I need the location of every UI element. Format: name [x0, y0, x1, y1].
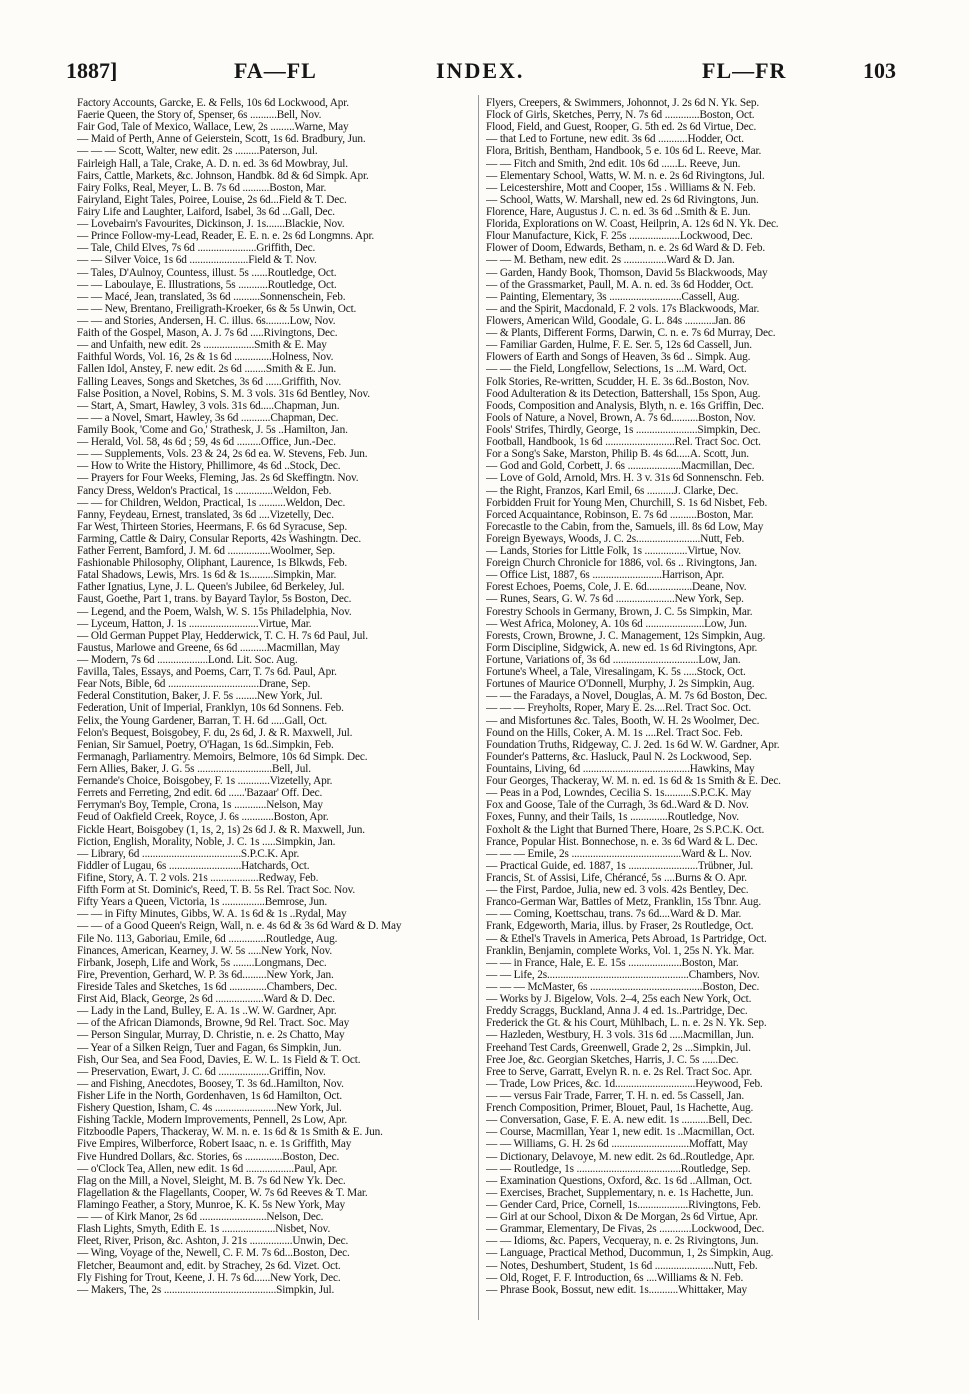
index-entry: Fox and Goose, Tale of the Curragh, 3s 6d..Ward & D. Nov.: [486, 799, 749, 812]
index-entry: — — a Novel, Smart, Hawley, 3s 6d ...........Chapman, Dec.: [77, 411, 339, 424]
index-entry: Fairy Folks, Real, Meyer, L. B. 7s 6d ..........Boston, Mar.: [77, 181, 327, 194]
index-entry: Fountains, Living, 6d ........................................Hawkins, May: [486, 763, 755, 776]
index-entry: Faithful Words, Vol. 16, 2s & 1s 6d ..............Holness, Nov.: [77, 351, 334, 364]
index-entry: Fermanagh, Parliamentry. Memoirs, Belmore, 10s 6d Simpk. Dec.: [77, 750, 368, 763]
index-entry: Free Joe, &c. Georgian Sketches, Harris, J. C. 5s ......Dec.: [486, 1053, 739, 1066]
index-entry: — of the African Diamonds, Browne, 9d Rel. Tract. Soc. May: [77, 1017, 350, 1030]
index-entry: Flyers, Creepers, & Swimmers, Johonnot, J. 2s 6d N. Yk. Sep.: [486, 97, 759, 109]
index-entry: Football, Handbook, 1s 6d ..........................Rel. Tract Soc. Oct.: [486, 436, 761, 449]
index-entry: — Preservation, Ewart, J. C. 6d ...................Griffin, Nov.: [77, 1065, 326, 1078]
index-entry: Fiction, English, Morality, Noble, J. C. 1s .....Simpkin, Jan.: [77, 835, 336, 848]
index-entry: Fish, Our Sea, and Sea Food, Davies, E. W. L. 1s Field & T. Oct.: [77, 1053, 361, 1066]
index-entry: Foxes, Funny, and their Tails, 1s ..............Routledge, Nov.: [486, 811, 739, 824]
index-entry: Firbank, Joseph, Life and Work, 5s ........Longmans, Dec.: [77, 956, 327, 969]
index-entry: — Old, Roget, F. F. Introduction, 6s ....Williams & N. Feb.: [486, 1271, 744, 1284]
index-entry: — of the Grassmarket, Paull, M. A. n. ed. 3s 6d Hodder, Oct.: [486, 278, 754, 291]
index-entry: Fishery Question, Isham, C. 4s .......................New York, Jul.: [77, 1102, 342, 1115]
index-entry: — Exercises, Brachet, Supplementary, n. e. 1s Hachette, Jun.: [486, 1186, 754, 1199]
index-entry: — Painting, Elementary, 3s ...........................Cassell, Aug.: [486, 290, 740, 303]
index-entry: Frederick the Gt. & his Court, Mühlbach, L. n. e. 2s N. Yk. Sep.: [486, 1017, 767, 1030]
index-entry: — Herald, Vol. 58, 4s 6d ; 59, 4s 6d .........Office, Jun.-Dec.: [77, 436, 336, 449]
index-entry: — and Fishing, Anecdotes, Boosey, T. 3s 6d..Hamilton, Nov.: [77, 1077, 344, 1090]
index-entry: Factory Accounts, Garcke, E. & Fells, 10s 6d Lockwood, Apr.: [77, 97, 349, 109]
index-entry: — Grammar, Elementary, De Fivas, 2s ............Lockwood, Dec.: [486, 1223, 765, 1236]
index-entry: — that Led to Fortune, new edit. 3s 6d ...........Hodder, Oct.: [486, 133, 744, 146]
index-entry: Fireside Tales and Sketches, 1s 6d ..............Chambers, Dec.: [77, 980, 337, 993]
index-entry: Faerie Queen, the Story of, Spenser, 6s ..........Bell, Nov.: [77, 109, 322, 122]
index-entry: — — of a Good Queen's Reign, Wall, n. e. 4s 6d & 3s 6d Ward & D. May: [77, 920, 402, 933]
index-entry: Foxholt & the Light that Burned There, Hoare, 2s S.P.C.K. Oct.: [486, 823, 765, 836]
index-entry: Fairs, Cattle, Markets, &c. Johnson, Handbk. 8d & 6d Simpk. Apr.: [77, 169, 369, 182]
index-entry: — Person Singular, Murray, D. Christie, n. e. 2s Chatto, May: [77, 1029, 345, 1042]
index-entry: — Office List, 1887, 6s ..........................Harrison, Apr.: [486, 569, 725, 582]
index-entry: — and Misfortunes &c. Tales, Booth, W. H. 2s Woolmer, Dec.: [486, 714, 760, 727]
index-entry: French Composition, Primer, Blouet, Paul, 1s Hachette, Aug.: [486, 1102, 754, 1115]
index-entry: False Position, a Novel, Robins, S. M. 3 vols. 31s 6d Bentley, Nov.: [77, 387, 370, 400]
index-entry: Fernande's Choice, Boisgobey, F. 1s ............Vizetelly, Apr.: [77, 775, 333, 788]
index-entry: — Tales, D'Aulnoy, Countess, illust. 5s ......Routledge, Oct.: [77, 266, 337, 279]
index-entry: — — — McMaster, 6s ..........................................Boston, Dec.: [486, 980, 760, 993]
index-entry: Fools of Nature, a Novel, Brown, A. 7s 6d..........Boston, Nov.: [486, 411, 756, 424]
index-entry: — — Williams, G. H. 2s 6d .............................Moffatt, May: [486, 1138, 748, 1151]
index-entry: — Hazleden, Westbury, H. 3 vols. 31s 6d .....Macmillan, Jun.: [486, 1029, 754, 1042]
index-entry: — Wing, Voyage of the, Newell, C. F. M. 7s 6d...Boston, Dec.: [77, 1247, 350, 1260]
index-entry: Flash Lights, Smyth, Edith E. 1s ....................Nisbet, Nov.: [77, 1223, 331, 1236]
index-entry: Florence, Hare, Augustus J. C. n. ed. 3s 6d ..Smith & E. Jun.: [486, 205, 751, 218]
index-entry: Fitzboodle Papers, Thackeray, W. M. n. e. 1s 6d & 1s Smith & E. Jun.: [77, 1126, 383, 1139]
index-entry: — — M. Betham, new edit. 2s ................Ward & D. Jan.: [486, 254, 735, 267]
index-entry: Fairyland, Eight Tales, Poiree, Louise, 2s 6d...Field & T. Dec.: [77, 193, 347, 206]
index-entry: — — Idioms, &c. Papers, Vecqueray, n. e. 2s Rivingtons, Jun.: [486, 1235, 759, 1248]
index-entry: — — Supplements, Vols. 23 & 24, 2s 6d ea. W. Stevens, Feb. Jun.: [77, 448, 368, 461]
page-header: [66, 58, 896, 88]
index-entry: Form Discipline, Sidgwick, A. new ed. 1s 6d Rivingtons, Apr.: [486, 641, 758, 654]
index-entry: Foreign Byeways, Woods, J. C. 2s........................Nutt, Feb.: [486, 532, 745, 545]
index-entry: Fear Nots, Bible, 6d ..................................Drane, Sep.: [77, 678, 311, 691]
index-entry: — Girl at our School, Dixon & De Morgan, 2s 6d Virtue, Apr.: [486, 1211, 758, 1224]
index-entry: Fenian, Sir Samuel, Poetry, O'Hagan, 1s 6d..Simpkin, Feb.: [77, 738, 334, 751]
index-entry: — — of Kirk Manor, 2s 6d .........................Nelson, Dec.: [77, 1211, 324, 1224]
right-column: [486, 97, 894, 1296]
header-year: 1887]: [66, 58, 118, 83]
index-entry: Fickle Heart, Boisgobey (1, 1s, 2, 1s) 2s 6d J. & R. Maxwell, Jun.: [77, 823, 365, 836]
index-entry: Founder's Patterns, &c. Hasluck, Paul N. 2s Lockwood, Sep.: [486, 750, 752, 763]
index-entry: First Aid, Black, George, 2s 6d ..................Ward & D. Dec.: [77, 993, 335, 1006]
index-entry: France, Popular Hist. Bonnechose, n. e. 3s 6d Ward & L. Dec.: [486, 835, 758, 848]
index-entry: — Examination Questions, Oxford, &c. 1s 6d ..Allman, Oct.: [486, 1174, 752, 1187]
index-entry: Fifine, Story, A. T. 2 vols. 21s ..................Redway, Feb.: [77, 872, 319, 884]
index-entry: Father Ferrent, Bamford, J. M. 6d ................Woolmer, Sep.: [77, 545, 336, 558]
index-entry: Forests, Crown, Browne, J. C. Management, 12s Simpkin, Aug.: [486, 629, 766, 642]
header-left-range: FA—FL: [234, 58, 317, 83]
index-entry: Free to Serve, Garratt, Evelyn R. n. e. 2s Rel. Tract Soc. Apr.: [486, 1065, 753, 1078]
index-entry: — — the Field, Longfellow, Selections, 1s ...M. Ward, Oct.: [486, 363, 747, 376]
index-entry: Francis, St. of Assisi, Life, Chérancé, 5s ....Burns & O. Apr.: [486, 872, 747, 884]
index-entry: Forestry Schools in Germany, Brown, J. C. 5s Simpkin, Mar.: [486, 605, 753, 618]
index-entry: — Gender Card, Price, Cornell, 1s...................Rivingtons, Feb.: [486, 1198, 761, 1211]
index-entry: Frank, Edgeworth, Maria, illus. by Fraser, 2s Routledge, Oct.: [486, 920, 754, 933]
index-entry: Flora, British, Bentham, Handbook, 5 e. 10s 6d L. Reeve, Mar.: [486, 145, 762, 158]
index-entry: — — — Freyholts, Roper, Mary E. 2s....Rel. Tract Soc. Oct.: [486, 702, 752, 715]
index-entry: Fairleigh Hall, a Tale, Crake, A. D. n. ed. 3s 6d Mowbray, Jul.: [77, 157, 348, 170]
index-entry: — Tale, Child Elves, 7s 6d ......................Griffith, Dec.: [77, 242, 316, 255]
index-entry: — — versus Fair Trade, Farrer, T. H. n. ed. 5s Cassell, Jan.: [486, 1089, 745, 1102]
index-entry: Flour Manufacture, Kick, F. 25s ...................Lockwood, Dec.: [486, 230, 753, 243]
index-entry: — Lady in the Land, Bulley, E. A. 1s ..W. W. Gardner, Apr.: [77, 1005, 337, 1018]
index-entry: Forest Echoes, Poems, Cole, J. E. 6d.................Deane, Nov.: [486, 581, 747, 594]
index-entry: — Year of a Silken Reign, Tuer and Fagan, 6s Simpkin, Jun.: [77, 1041, 342, 1054]
index-entry: — Prince Follow-my-Lead, Reader, E. E. n. e. 2s 6d Longmns. Apr.: [77, 230, 375, 243]
index-entry: — and the Spirit, Macdonald, F. 2 vols. 17s Blackwoods, Mar.: [486, 302, 760, 315]
index-entry: — Elementary School, Watts, W. M. n. e. 2s 6d Rivingtons, Jul.: [486, 169, 765, 182]
index-entry: Forecastle to the Cabin, from the, Samuels, ill. 8s 6d Low, May: [486, 520, 764, 533]
index-entry: Ferryman's Boy, Temple, Crona, 1s ............Nelson, May: [77, 799, 323, 812]
index-entry: Fatal Shadows, Lewis, Mrs. 1s 6d & 1s.........Simpkin, Mar.: [77, 569, 337, 582]
index-entry: — Runes, Sears, G. W. 7s 6d ......................New York, Sep.: [486, 593, 744, 606]
index-entry: — — Fitch and Smith, 2nd edit. 10s 6d ......L. Reeve, Jun.: [486, 157, 741, 170]
index-entry: — Start, A, Smart, Hawley, 3 vols. 31s 6d.....Chapman, Jun.: [77, 399, 340, 412]
index-entry: Faustus, Marlowe and Greene, 6s 6d ..........Macmillan, May: [77, 641, 340, 654]
index-entry: Faust, Goethe, Part 1, trans. by Bayard Taylor, 5s Boston, Dec.: [77, 593, 352, 606]
index-entry: — West Africa, Moloney, A. 10s 6d ......................Low, Jun.: [486, 617, 747, 630]
index-entry: Fisher Life in the North, Gordenhaven, 1s 6d Hamilton, Oct.: [77, 1089, 343, 1102]
index-entry: — — Routledge, 1s .......................................Routledge, Sep.: [486, 1162, 751, 1175]
index-entry: — the Right, Franzos, Karl Emil, 6s ..........J. Clarke, Dec.: [486, 484, 739, 497]
index-entry: — Conversation, Gase, F. E. A. new edit. 1s ..........Bell, Dec.: [486, 1114, 753, 1127]
index-entry: — & Plants, Different Forms, Darwin, C. n. e. 7s 6d Murray, Dec.: [486, 327, 776, 340]
index-entry: Flowers, American Wild, Goodale, G. L. 84s ...........Jan. 86: [486, 314, 746, 327]
index-entry: Found on the Hills, Coker, A. M. 1s ....Rel. Tract Soc. Feb.: [486, 726, 743, 739]
index-entry: — — Life, 2s.....................................................Chambers, Nov.: [486, 968, 760, 981]
index-entry: Fools' Strifes, Thirdly, George, 1s .......................Simpkin, Dec.: [486, 423, 761, 436]
index-entry: Flamingo Feather, a Story, Munroe, K. K. 5s New York, May: [77, 1198, 345, 1211]
index-entry: Falling Leaves, Songs and Sketches, 3s 6d ......Griffith, Nov.: [77, 375, 341, 388]
index-entry: Fire, Prevention, Gerhard, W. P. 3s 6d.........New York, Jan.: [77, 968, 334, 981]
index-entry: Felon's Bequest, Boisgobey, F. du, 2s 6d, J. & R. Maxwell, Jul.: [77, 726, 353, 739]
index-entry: Fashionable Philosophy, Oliphant, Laurence, 1s Blkwds, Feb.: [77, 557, 347, 570]
index-entry: — Leicestershire, Mott and Cooper, 15s . Williams & N. Feb.: [486, 181, 756, 194]
index-entry: Flower of Doom, Edwards, Betham, n. e. 2s 6d Ward & D. Feb.: [486, 242, 766, 255]
index-entry: Fishing Tackle, Modern Improvements, Pennell, 2s Low, Apr.: [77, 1114, 348, 1127]
index-entry: Felix, the Young Gardener, Barran, T. H. 6d .....Gall, Oct.: [77, 714, 328, 727]
index-entry: — How to Write the History, Phillimore, 4s 6d ..Stock, Dec.: [77, 460, 341, 473]
index-entry: — Lyceum, Hatton, J. 1s ..........................Virtue, Mar.: [77, 617, 312, 630]
index-entry: Fletcher, Beaumont and, edit. by Strachey, 2s 6d. Vizet. Oct.: [77, 1259, 341, 1272]
index-entry: — Love of Gold, Arnold, Mrs. H. 3 v. 31s 6d Sonnenschn. Feb.: [486, 472, 765, 485]
index-entry: Family Book, 'Come and Go,' Strathesk, J. 5s ..Hamilton, Jan.: [77, 423, 348, 436]
index-entry: — — and Stories, Andersen, H. C. illus. 6s.........Low, Nov.: [77, 314, 336, 327]
index-entry: Fiddler of Lugau, 6s ...........................Hatchards, Oct.: [77, 859, 310, 872]
header-page-number: 103: [863, 58, 896, 83]
index-entry: — Practical Guide, ed. 1887, 1s ..........................Trübner, Jul.: [486, 859, 754, 872]
index-entry: Fly Fishing for Trout, Keene, J. H. 7s 6d......New York, Dec.: [77, 1271, 341, 1284]
index-entry: Fancy Dress, Weldon's Practical, 1s ..............Weldon, Feb.: [77, 484, 332, 497]
index-entry: Food Adulteration & its Detection, Battershall, 15s Spon, Aug.: [486, 387, 761, 400]
index-entry: — Modern, 7s 6d ...................Lond. Lit. Soc. Aug.: [77, 654, 298, 667]
index-entry: Federation, Unit of Imperial, Franklyn, 10s 6d Sonnens. Feb.: [77, 702, 344, 715]
index-entry: — Garden, Handy Book, Thomson, David 5s Blackwoods, May: [486, 266, 768, 279]
index-entry: — Makers, The, 2s ..........................................Simpkin, Jul.: [77, 1283, 335, 1296]
index-entry: — & Ethel's Travels in America, Pets Abroad, 1s Partridge, Oct.: [486, 932, 767, 945]
index-entry: — — in Fifty Minutes, Gibbs, W. A. 1s 6d & 1s ..Rydal, May: [77, 908, 347, 921]
index-entry: Fleet, River, Prison, &c. Ashton, J. 21s ................Unwin, Dec.: [77, 1235, 349, 1248]
index-entry: — Dictionary, Delavoye, M. new edit. 2s 6d..Routledge, Apr.: [486, 1150, 755, 1163]
index-entry: — School, Watts, W. Marshall, new ed. 2s 6d Rivingtons, Jun.: [486, 193, 759, 206]
index-entry: Flood, Field, and Guest, Rooper, G. 5th ed. 2s 6d Virtue, Dec.: [486, 121, 757, 134]
index-entry: Faith of the Gospel, Mason, A. J. 7s 6d .....Rivingtons, Dec.: [77, 327, 338, 340]
index-entry: — Old German Puppet Play, Hedderwick, T. C. H. 7s 6d Paul, Jul.: [77, 629, 368, 642]
header-title: INDEX.: [436, 58, 525, 83]
index-entry: — — Coming, Koettschau, trans. 7s 6d....Ward & D. Mar.: [486, 908, 742, 921]
index-entry: Freehand Test Cards, Greenwell, Grade 2, 2s ...Simpkin, Jul.: [486, 1041, 751, 1054]
index-entry: File No. 113, Gaboriau, Emile, 6d ..............Routledge, Aug.: [77, 932, 338, 945]
index-entry: Fifty Years a Queen, Victoria, 1s ................Bemrose, Jun.: [77, 896, 328, 909]
index-entry: — Lovebairn's Favourites, Dickinson, J. 1s.......Blackie, Nov.: [77, 218, 345, 231]
index-entry: Farming, Cattle & Dairy, Consular Reports, 42s Washingtn. Dec.: [77, 532, 362, 545]
index-entry: Fallen Idol, Anstey, F. new edit. 2s 6d ........Smith & E. Jun.: [77, 363, 337, 376]
index-entry: Fern Allies, Baker, J. G. 5s ............................Bell, Jul.: [77, 763, 311, 776]
index-entry: Far West, Thirteen Stories, Heermans, F. 6s 6d Syracuse, Sep.: [77, 520, 348, 533]
index-entry: Freddy Scraggs, Buckland, Anna J. 4 ed. 1s..Partridge, Dec.: [486, 1005, 748, 1018]
index-entry: Franco-German War, Battles of Metz, Franklin, 15s Tbnr. Aug.: [486, 896, 762, 909]
index-entry: Fanny, Feydeau, Ernest, translated, 3s 6d ....Vizetelly, Dec.: [77, 508, 334, 521]
index-entry: Flowers of Earth and Songs of Heaven, 3s 6d .. Simpk. Aug.: [486, 351, 751, 364]
index-entry: — Legend, and the Poem, Walsh, W. S. 15s Philadelphia, Nov.: [77, 605, 352, 618]
index-entry: — — New, Brentano, Freiligrath-Kroeker, 6s & 5s Unwin, Oct.: [77, 302, 357, 315]
index-entry: — Familiar Garden, Hulme, F. E. Ser. 5, 12s 6d Cassell, Jun.: [486, 339, 752, 352]
index-entry: — Prayers for Four Weeks, Fleming, Jas. 2s 6d Skeffingtn. Nov.: [77, 472, 359, 485]
index-entry: Forced Acquaintance, Robinson, E. 7s 6d ..........Boston, Mar.: [486, 508, 754, 521]
index-entry: Fifth Form at St. Dominic's, Reed, T. B. 5s Rel. Tract Soc. Nov.: [77, 884, 356, 897]
index-entry: — Maid of Perth, Anne of Geierstein, Scott, 1s 6d. Bradbury, Jun.: [77, 133, 366, 146]
index-entry: — God and Gold, Corbett, J. 6s ....................Macmillan, Dec.: [486, 460, 755, 473]
index-entry: Fortune, Variations of, 3s 6d ................................Low, Jan.: [486, 654, 741, 667]
index-entry: — — — Emile, 2s .........................................Ward & L. Nov.: [486, 847, 752, 860]
index-entry: Four Georges, Thackeray, W. M. n. ed. 1s 6d & 1s Smith & E. Dec.: [486, 775, 781, 788]
index-entry: Father Ignatius, Lyne, J. L. Queen's Jubilee, 6d Berkeley, Jul.: [77, 581, 345, 594]
index-entry: Fortunes of Maurice O'Donnell, Murphy, J. 2s Simpkin, Aug.: [486, 678, 755, 691]
index-entry: — and Unfaith, new edit. 2s ...................Smith & E. May: [77, 339, 327, 352]
index-entry: — — Macé, Jean, translated, 3s 6d ..........Sonnenschein, Feb.: [77, 290, 346, 303]
index-entry: Feud of Oakfield Creek, Royce, J. 6s ............Boston, Apr.: [77, 811, 329, 824]
index-entry: — Course, Macmillan, Year 1, new edit. 1s ..Macmillan, Oct.: [486, 1126, 755, 1139]
index-entry: Flock of Girls, Sketches, Perry, N. 7s 6d .............Boston, Oct.: [486, 109, 755, 122]
index-entry: — Lands, Stories for Little Folk, 1s ................Virtue, Nov.: [486, 545, 741, 558]
index-entry: — Notes, Deshumbert, Student, 1s 6d ......................Nutt, Feb.: [486, 1259, 758, 1272]
index-entry: Fair God, Tale of Mexico, Wallace, Lew, 2s .........Warne, May: [77, 121, 349, 134]
index-entry: — — for Children, Weldon, Practical, 1s ..........Weldon, Dec.: [77, 496, 346, 509]
index-entry: Franklin, Benjamin, complete Works, Vol. 1, 25s N. Yk. Mar.: [486, 944, 755, 957]
index-entry: — — in France, Hale, E. E. 15s ....................Boston, Mar.: [486, 956, 739, 969]
index-entry: Ferrets and Ferreting, 2nd edit. 6d ......'Bazaar' Off. Dec.: [77, 787, 323, 800]
index-entry: For a Song's Sake, Marston, Philip B. 4s 6d.....A. Scott, Jun.: [486, 448, 749, 461]
index-entry: Foods, Composition and Analysis, Blyth, n. e. 16s Griffin, Dec.: [486, 399, 764, 412]
index-entry: — — Silver Voice, 1s 6d ......................Field & T. Nov.: [77, 254, 317, 267]
index-entry: — Phrase Book, Bossut, new edit. 1s...........Whittaker, May: [486, 1283, 748, 1296]
index-entry: Flagellation & the Flagellants, Cooper, W. 7s 6d Reeves & T. Mar.: [77, 1186, 368, 1199]
header-right-range: FL—FR: [702, 58, 787, 83]
index-entry: Folk Stories, Re-written, Scudder, H. E. 3s 6d..Boston, Nov.: [486, 375, 750, 388]
index-entry: Forbidden Fruit for Young Men, Churchill, S. 1s 6d Nisbet, Feb.: [486, 496, 768, 509]
index-entry: Five Hundred Dollars, &c. Stories, 6s ..............Boston, Dec.: [77, 1150, 340, 1163]
index-entry: — — Laboulaye, E. Illustrations, 5s ...........Routledge, Oct.: [77, 278, 337, 291]
index-entry: — Works by J. Bigelow, Vols. 2–4, 25s each New York, Oct.: [486, 993, 752, 1006]
index-entry: — — — Scott, Walter, new edit. 2s .........Paterson, Jul.: [77, 145, 318, 158]
index-entry: Florida, Explorations on W. Coast, Heilprin, A. 12s 6d N. Yk. Dec.: [486, 218, 779, 231]
index-entry: Foundation Truths, Ridgeway, C. J. 2ed. 1s 6d W. W. Gardner, Apr.: [486, 738, 780, 751]
index-entry: — the First, Pardoe, Julia, new ed. 3 vols. 42s Bentley, Dec.: [486, 884, 749, 897]
index-entry: Foreign Church Chronicle for 1886, vol. 6s .. Rivingtons, Jan.: [486, 557, 757, 570]
index-entry: Federal Constitution, Baker, J. F. 5s ........New York, Jul.: [77, 690, 323, 703]
index-entry: — Peas in a Pod, Lowndes, Cecilia S. 1s..........S.P.C.K. May: [486, 787, 752, 800]
left-column: [77, 97, 501, 1296]
index-entry: Fairy Life and Laughter, Laiford, Isabel, 3s 6d ...Gall, Dec.: [77, 205, 335, 218]
index-entry: Five Empires, Wilberforce, Robert Isaac, n. e. 1s Griffith, May: [77, 1138, 352, 1151]
index-entry: Favilla, Tales, Essays, and Poems, Carr, T. 7s 6d. Paul, Apr.: [77, 666, 337, 679]
index-entry: Fortune's Wheel, a Tale, Viresalingam, K. 5s .....Stock, Oct.: [486, 666, 746, 679]
index-entry: — o'Clock Tea, Allen, new edit. 1s 6d ..................Paul, Apr.: [77, 1162, 338, 1175]
index-entry: — Language, Practical Method, Ducommun, 1, 2s Simpkin, Aug.: [486, 1247, 774, 1260]
index-entry: — — the Faradays, a Novel, Douglas, A. M. 7s 6d Boston, Dec.: [486, 690, 768, 703]
index-entry: Flag on the Mill, a Novel, Sleight, M. B. 7s 6d New Yk. Dec.: [77, 1174, 346, 1187]
index-entry: — Library, 6d .....................................S.P.C.K. Apr.: [77, 847, 300, 860]
index-entry: Finances, American, Kearney, J. W. 5s .....New York, Nov.: [77, 944, 333, 957]
index-entry: — Trade, Low Prices, &c. 1d..............................Heywood, Feb.: [486, 1077, 763, 1090]
